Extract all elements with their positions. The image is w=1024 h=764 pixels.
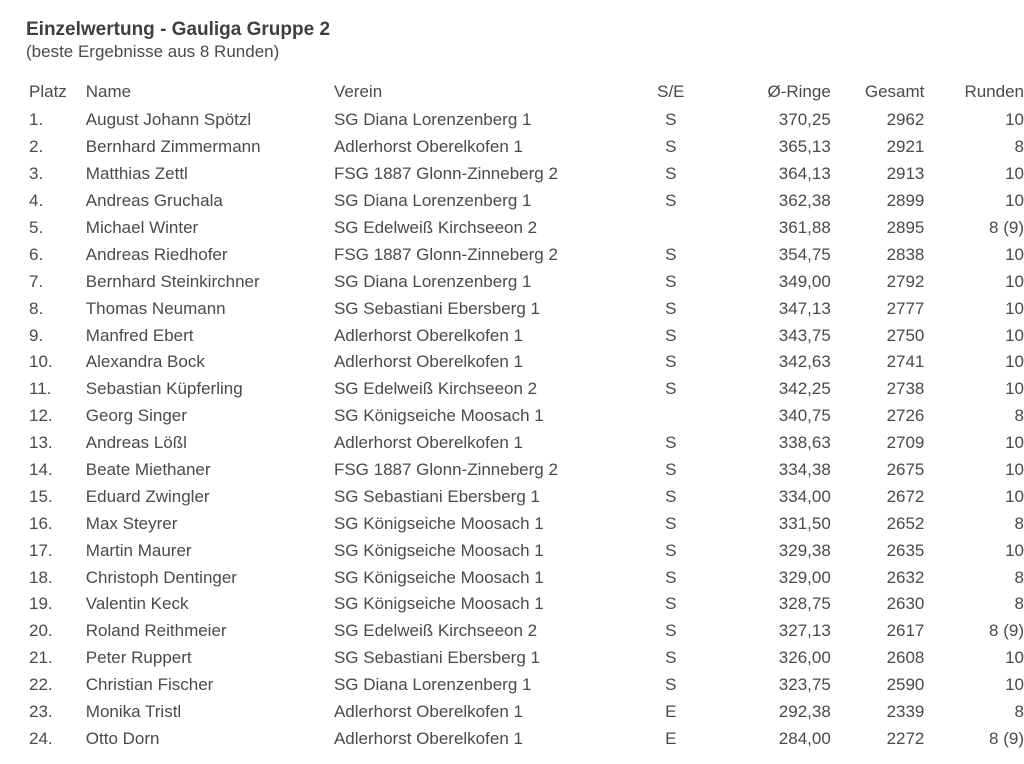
cell-avg-ringe: 342,25 xyxy=(778,379,831,399)
table-row xyxy=(26,349,1024,376)
cell-platz: 20. xyxy=(29,621,53,641)
cell-gesamt: 2272 xyxy=(886,728,925,748)
cell-platz: 12. xyxy=(29,406,53,426)
cell-name: Christian Fischer xyxy=(85,675,214,695)
page-subtitle: (beste Ergebnisse aus 8 Runden) xyxy=(26,42,280,61)
cell-runden: 10 xyxy=(1005,191,1024,211)
cell-se: S xyxy=(665,352,677,372)
cell-name: Valentin Keck xyxy=(85,594,189,614)
cell-gesamt: 2913 xyxy=(886,164,925,184)
cell-se: E xyxy=(665,702,677,722)
cell-platz: 13. xyxy=(29,433,53,453)
cell-gesamt: 2921 xyxy=(886,137,925,157)
cell-name: Roland Reithmeier xyxy=(85,621,227,641)
table-row xyxy=(26,591,1024,618)
table-row xyxy=(26,215,1024,242)
cell-runden: 8 xyxy=(1014,513,1024,533)
page-title: Einzelwertung - Gauliga Gruppe 2 xyxy=(26,19,331,40)
cell-gesamt: 2792 xyxy=(886,271,925,291)
cell-avg-ringe: 364,13 xyxy=(778,164,831,184)
cell-platz: 11. xyxy=(29,379,52,399)
cell-name: Max Steyrer xyxy=(85,513,178,533)
cell-verein: SG Königseiche Moosach 1 xyxy=(333,594,544,614)
cell-avg-ringe: 338,63 xyxy=(778,433,831,453)
cell-avg-ringe: 284,00 xyxy=(778,728,831,748)
cell-runden: 10 xyxy=(1005,648,1024,668)
cell-avg-ringe: 343,75 xyxy=(778,325,831,345)
cell-se: S xyxy=(665,540,677,560)
cell-runden: 10 xyxy=(1005,164,1024,184)
cell-se: S xyxy=(665,164,677,184)
cell-verein: SG Edelweiß Kirchseeon 2 xyxy=(333,379,538,399)
table-row xyxy=(26,161,1024,188)
cell-name: Sebastian Küpferling xyxy=(85,379,243,399)
cell-platz: 7. xyxy=(29,271,44,291)
cell-runden: 8 xyxy=(1014,702,1024,722)
cell-avg-ringe: 328,75 xyxy=(778,594,831,614)
cell-verein: SG Königseiche Moosach 1 xyxy=(333,513,544,533)
cell-gesamt: 2750 xyxy=(886,325,925,345)
table-row xyxy=(26,537,1024,564)
cell-runden: 8 xyxy=(1014,137,1024,157)
cell-platz: 23. xyxy=(29,702,53,722)
cell-se: E xyxy=(665,728,677,748)
table-row xyxy=(26,725,1024,752)
cell-gesamt: 2630 xyxy=(886,594,925,614)
column-header-se: S/E xyxy=(657,82,685,101)
cell-runden: 8 (9) xyxy=(989,728,1024,748)
cell-runden: 10 xyxy=(1005,540,1024,560)
column-header-gesamt: Gesamt xyxy=(864,82,925,101)
cell-avg-ringe: 362,38 xyxy=(778,191,831,211)
cell-verein: SG Edelweiß Kirchseeon 2 xyxy=(333,218,538,237)
cell-verein: FSG 1887 Glonn-Zinneberg 2 xyxy=(333,244,558,264)
cell-platz: 8. xyxy=(29,298,44,318)
cell-runden: 10 xyxy=(1005,298,1024,318)
cell-se: S xyxy=(665,567,677,587)
cell-runden: 8 xyxy=(1014,567,1024,587)
cell-se: S xyxy=(665,137,677,157)
cell-verein: SG Diana Lorenzenberg 1 xyxy=(333,675,532,695)
cell-avg-ringe: 334,00 xyxy=(778,486,831,506)
cell-verein: Adlerhorst Oberelkofen 1 xyxy=(333,433,523,453)
cell-verein: SG Diana Lorenzenberg 1 xyxy=(333,271,532,291)
cell-platz: 3. xyxy=(29,164,44,184)
cell-name: August Johann Spötzl xyxy=(85,110,252,130)
cell-se: S xyxy=(665,110,677,130)
cell-gesamt: 2838 xyxy=(886,244,925,264)
cell-se: S xyxy=(665,648,677,668)
cell-runden: 10 xyxy=(1005,271,1024,291)
cell-verein: SG Diana Lorenzenberg 1 xyxy=(333,191,532,211)
cell-verein: FSG 1887 Glonn-Zinneberg 2 xyxy=(333,460,558,480)
cell-se: S xyxy=(665,244,677,264)
cell-runden: 8 (9) xyxy=(989,621,1024,641)
table-row xyxy=(26,483,1024,510)
cell-se xyxy=(616,403,725,430)
cell-runden: 10 xyxy=(1005,325,1024,345)
cell-avg-ringe: 323,75 xyxy=(778,675,831,695)
cell-name: Manfred Ebert xyxy=(85,325,194,345)
cell-verein: SG Sebastiani Ebersberg 1 xyxy=(333,648,540,668)
table-row xyxy=(26,241,1024,268)
table-row xyxy=(26,107,1024,134)
cell-gesamt: 2895 xyxy=(886,218,925,237)
cell-name: Otto Dorn xyxy=(85,728,160,748)
cell-avg-ringe: 340,75 xyxy=(778,406,831,426)
table-row xyxy=(26,457,1024,484)
cell-platz: 24. xyxy=(29,728,53,748)
cell-se: S xyxy=(665,191,677,211)
cell-name: Martin Maurer xyxy=(85,540,192,560)
ranking-table xyxy=(26,77,1024,752)
table-row xyxy=(26,295,1024,322)
table-row xyxy=(26,376,1024,403)
cell-gesamt: 2339 xyxy=(886,702,925,722)
cell-avg-ringe: 334,38 xyxy=(778,460,831,480)
cell-platz: 16. xyxy=(29,513,53,533)
column-header-name: Name xyxy=(85,82,132,101)
cell-platz: 22. xyxy=(29,675,53,695)
cell-runden: 10 xyxy=(1005,352,1024,372)
cell-name: Alexandra Bock xyxy=(85,352,205,372)
cell-avg-ringe: 326,00 xyxy=(778,648,831,668)
cell-runden: 10 xyxy=(1005,433,1024,453)
column-header-avg: Ø-Ringe xyxy=(767,82,831,101)
cell-se: S xyxy=(665,486,677,506)
cell-verein: Adlerhorst Oberelkofen 1 xyxy=(333,352,523,372)
table-row xyxy=(26,403,1024,430)
cell-verein: SG Königseiche Moosach 1 xyxy=(333,406,544,426)
header xyxy=(26,18,1002,62)
cell-avg-ringe: 349,00 xyxy=(778,271,831,291)
cell-se: S xyxy=(665,379,677,399)
cell-se: S xyxy=(665,621,677,641)
cell-platz: 2. xyxy=(29,137,44,157)
cell-platz: 9. xyxy=(29,325,44,345)
cell-name: Beate Miethaner xyxy=(85,460,211,480)
cell-gesamt: 2672 xyxy=(886,486,925,506)
cell-avg-ringe: 329,00 xyxy=(778,567,831,587)
cell-gesamt: 2590 xyxy=(886,675,925,695)
cell-runden: 8 xyxy=(1014,406,1024,426)
cell-name: Monika Tristl xyxy=(85,702,182,722)
cell-name: Andreas Riedhofer xyxy=(85,244,228,264)
cell-verein: SG Diana Lorenzenberg 1 xyxy=(333,110,532,130)
cell-se xyxy=(616,215,725,242)
cell-avg-ringe: 292,38 xyxy=(778,702,831,722)
table-row xyxy=(26,564,1024,591)
cell-platz: 15. xyxy=(29,486,53,506)
cell-name: Georg Singer xyxy=(85,406,187,426)
cell-name: Matthias Zettl xyxy=(85,164,188,184)
cell-avg-ringe: 331,50 xyxy=(778,513,831,533)
cell-platz: 14. xyxy=(29,460,53,480)
cell-gesamt: 2652 xyxy=(886,513,925,533)
cell-runden: 10 xyxy=(1005,675,1024,695)
cell-platz: 19. xyxy=(29,594,53,614)
cell-gesamt: 2635 xyxy=(886,540,925,560)
cell-se: S xyxy=(665,325,677,345)
cell-name: Andreas Lößl xyxy=(85,433,187,453)
table-body xyxy=(26,107,1024,752)
column-header-platz: Platz xyxy=(29,82,67,101)
cell-platz: 10. xyxy=(29,352,53,372)
table-row xyxy=(26,430,1024,457)
cell-verein: Adlerhorst Oberelkofen 1 xyxy=(333,137,523,157)
cell-platz: 18. xyxy=(29,567,53,587)
cell-name: Michael Winter xyxy=(85,218,199,237)
table-row xyxy=(26,645,1024,672)
cell-avg-ringe: 327,13 xyxy=(778,621,831,641)
cell-runden: 10 xyxy=(1005,110,1024,130)
table-row xyxy=(26,699,1024,726)
cell-verein: Adlerhorst Oberelkofen 1 xyxy=(333,702,523,722)
cell-platz: 4. xyxy=(29,191,44,211)
cell-name: Bernhard Zimmermann xyxy=(85,137,261,157)
cell-gesamt: 2632 xyxy=(886,567,925,587)
cell-avg-ringe: 342,63 xyxy=(778,352,831,372)
cell-gesamt: 2675 xyxy=(886,460,925,480)
cell-se: S xyxy=(665,513,677,533)
cell-gesamt: 2726 xyxy=(886,406,925,426)
cell-avg-ringe: 365,13 xyxy=(778,137,831,157)
table-row xyxy=(26,322,1024,349)
cell-platz: 6. xyxy=(29,244,44,264)
cell-gesamt: 2709 xyxy=(886,433,925,453)
cell-name: Christoph Dentinger xyxy=(85,567,237,587)
column-header-verein: Verein xyxy=(333,82,383,101)
cell-name: Peter Ruppert xyxy=(85,648,192,668)
cell-runden: 10 xyxy=(1005,486,1024,506)
cell-verein: Adlerhorst Oberelkofen 1 xyxy=(333,325,523,345)
column-header-runden: Runden xyxy=(964,82,1024,101)
cell-platz: 5. xyxy=(29,218,44,237)
cell-avg-ringe: 347,13 xyxy=(778,298,831,318)
cell-gesamt: 2741 xyxy=(886,352,925,372)
cell-se: S xyxy=(665,433,677,453)
cell-gesamt: 2777 xyxy=(886,298,925,318)
table-header-row xyxy=(26,77,1024,107)
cell-platz: 21. xyxy=(29,648,53,668)
cell-gesamt: 2617 xyxy=(886,621,925,641)
cell-runden: 8 xyxy=(1014,594,1024,614)
cell-runden: 8 (9) xyxy=(989,218,1024,237)
table-row xyxy=(26,188,1024,215)
table-row xyxy=(26,134,1024,161)
cell-avg-ringe: 329,38 xyxy=(778,540,831,560)
cell-verein: SG Sebastiani Ebersberg 1 xyxy=(333,486,540,506)
cell-avg-ringe: 370,25 xyxy=(778,110,831,130)
cell-gesamt: 2899 xyxy=(886,191,925,211)
cell-gesamt: 2962 xyxy=(886,110,925,130)
cell-verein: FSG 1887 Glonn-Zinneberg 2 xyxy=(333,164,558,184)
cell-avg-ringe: 354,75 xyxy=(778,244,831,264)
cell-verein: Adlerhorst Oberelkofen 1 xyxy=(333,728,523,748)
cell-se: S xyxy=(665,271,677,291)
cell-gesamt: 2608 xyxy=(886,648,925,668)
cell-se: S xyxy=(665,460,677,480)
cell-name: Thomas Neumann xyxy=(85,298,226,318)
table-row xyxy=(26,268,1024,295)
cell-runden: 10 xyxy=(1005,460,1024,480)
cell-name: Eduard Zwingler xyxy=(85,486,210,506)
cell-verein: SG Sebastiani Ebersberg 1 xyxy=(333,298,540,318)
cell-name: Bernhard Steinkirchner xyxy=(85,271,260,291)
cell-verein: SG Königseiche Moosach 1 xyxy=(333,540,544,560)
cell-se: S xyxy=(665,594,677,614)
cell-runden: 10 xyxy=(1005,244,1024,264)
cell-platz: 1. xyxy=(29,110,44,130)
cell-se: S xyxy=(665,675,677,695)
cell-verein: SG Königseiche Moosach 1 xyxy=(333,567,544,587)
cell-gesamt: 2738 xyxy=(886,379,925,399)
table-row xyxy=(26,618,1024,645)
cell-runden: 10 xyxy=(1005,379,1024,399)
table-row xyxy=(26,672,1024,699)
cell-name: Andreas Gruchala xyxy=(85,191,223,211)
cell-verein: SG Edelweiß Kirchseeon 2 xyxy=(333,621,538,641)
cell-avg-ringe: 361,88 xyxy=(778,218,831,237)
cell-platz: 17. xyxy=(29,540,53,560)
cell-se: S xyxy=(665,298,677,318)
table-row xyxy=(26,510,1024,537)
